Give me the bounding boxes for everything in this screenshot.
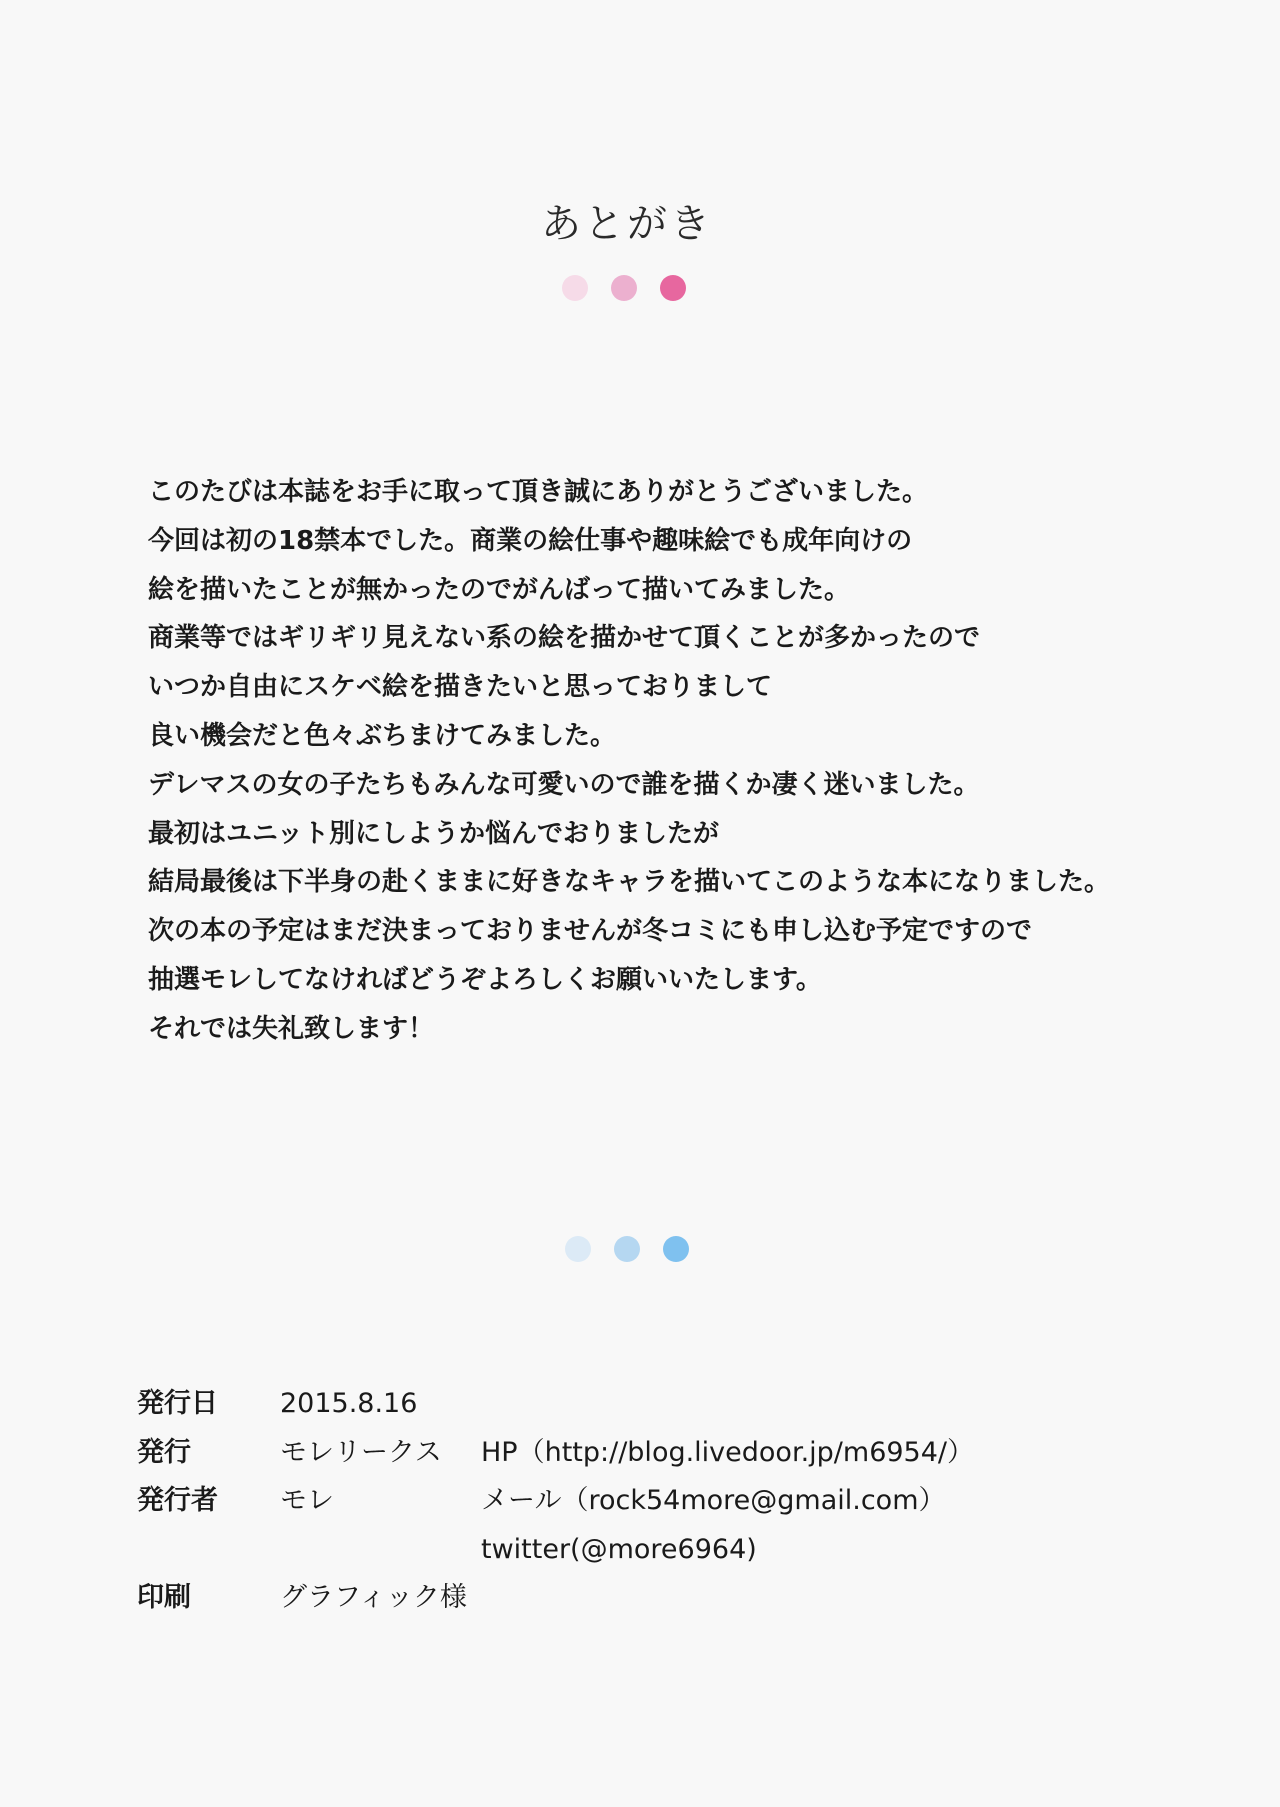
body-line: このたびは本誌をお手に取って頂き誠にありがとうございました。: [148, 477, 929, 507]
body-line: 絵を描いたことが無かったのでがんばって描いてみました。: [148, 574, 851, 605]
page-title: あとがき: [541, 201, 713, 247]
body-line: 抽選モレしてなければどうぞよろしくお願いいたします。: [148, 964, 822, 995]
colophon-row-publisher: [137, 1429, 1237, 1478]
body-line: 次の本の予定はまだ決まっておりませんが冬コミにも申し込む予定ですので: [148, 916, 1033, 947]
blue-dot-medium: [614, 1236, 640, 1262]
body-line: いつか自由にスケベ絵を描きたいと思っておりまして: [148, 672, 773, 703]
body-line: 商業等ではギリギリ見えない系の絵を描かせて頂くことが多かったので: [148, 623, 981, 654]
pink-dot-light: [562, 275, 588, 301]
publisher-label: 発行: [137, 1436, 191, 1468]
body-line: 最初はユニット別にしようか悩んでおりましたが: [148, 818, 719, 849]
colophon-row-author: [137, 1477, 1237, 1526]
body-line: 今回は初の18禁本でした。商業の絵仕事や趣味絵でも成年向けの: [148, 525, 913, 556]
body-line: 結局最後は下半身の赴くままに好きなキャラを描いてこのような本になりました。: [148, 867, 1111, 898]
colophon-row-twitter: [137, 1526, 1237, 1575]
printer-value: グラフィック様: [280, 1582, 467, 1613]
twitter-handle: twitter(@more6964): [481, 1533, 757, 1565]
pink-dot-dark: [660, 275, 686, 301]
pink-dot-medium: [611, 275, 637, 301]
author-value: モレ: [280, 1485, 334, 1516]
top-dots-decoration: [562, 275, 686, 301]
blue-dot-dark: [663, 1236, 689, 1262]
body-line: デレマスの女の子たちもみんな可愛いので誰を描くか凄く迷いました。: [148, 769, 980, 800]
colophon-row-issue-date: [137, 1380, 1237, 1429]
printer-label: 印刷: [137, 1582, 191, 1613]
colophon: [137, 1380, 1237, 1623]
publisher-hp-link: HP（http://blog.livedoor.jp/m6954/）: [481, 1436, 975, 1468]
author-mail: メール（rock54more@gmail.com）: [481, 1485, 946, 1516]
issue-date-label: 発行日: [137, 1388, 218, 1419]
publisher-value: モレリークス: [280, 1436, 442, 1468]
body-line: それでは失礼致します！: [148, 1013, 435, 1044]
blue-dot-light: [565, 1236, 591, 1262]
issue-date-value: 2015.8.16: [280, 1388, 418, 1419]
colophon-row-printer: [137, 1574, 1237, 1623]
author-label: 発行者: [137, 1485, 218, 1516]
bottom-dots-decoration: [565, 1236, 689, 1262]
body-line: 良い機会だと色々ぶちまけてみました。: [148, 720, 617, 751]
afterword-body: [148, 468, 1248, 1054]
